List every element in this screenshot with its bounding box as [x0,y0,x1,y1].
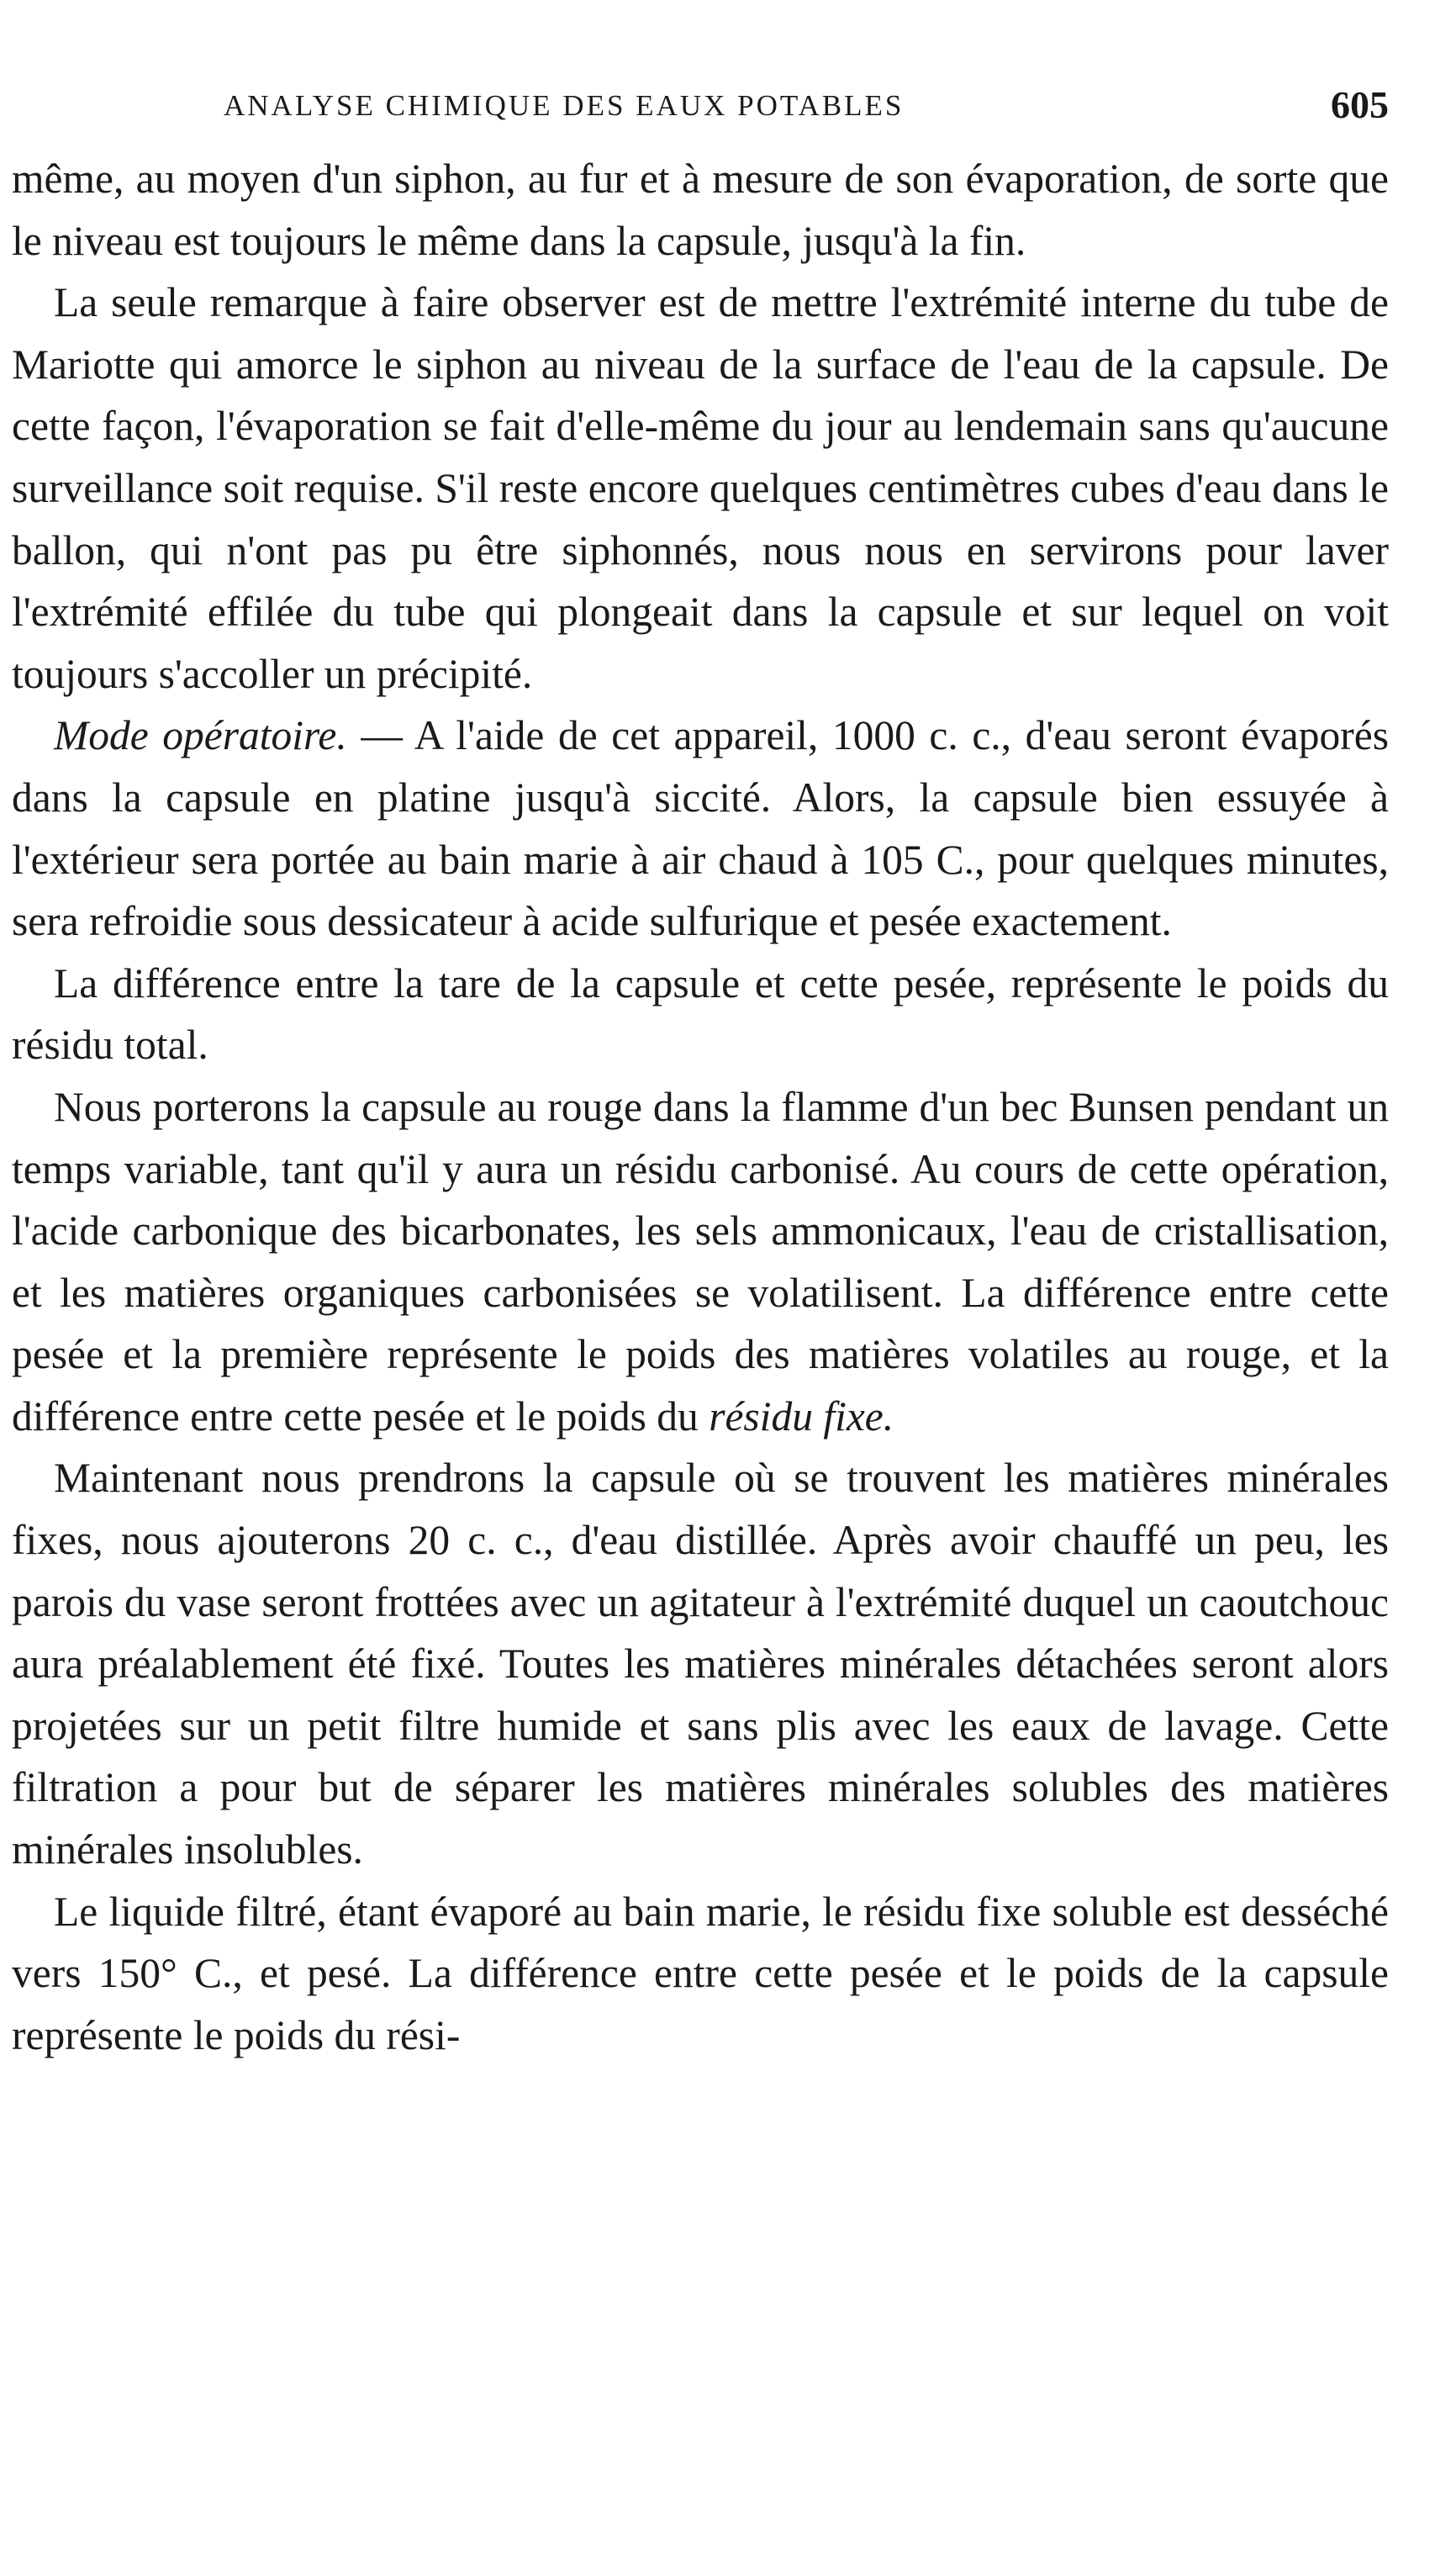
paragraph [12,272,1389,705]
running-title: ANALYSE CHIMIQUE DES EAUX POTABLES [224,89,905,122]
paragraph-text: — A l'aide de cet appareil, 1000 c. c., d'eau seront évaporés dans la capsule en platine jusqu'à siccité. Alors, la capsule bien essuyée à l'extérieur sera portée au bain marie à air chaud à 105 C., pour quelques minutes, sera refroidie sous dessicateur à acide sulfurique et pesée exactement. [12,712,1389,945]
section-lead-italic: Mode opératoire. [54,712,347,759]
paragraph [12,1447,1389,1880]
paragraph-text: même, au moyen d'un siphon, au fur et à mesure de son évaporation, de sorte que le niveau est toujours le même dans la capsule, jusqu'à la fin. [12,156,1389,264]
paragraph [12,953,1389,1076]
paragraph-text: Le liquide filtré, étant évaporé au bain marie, le résidu fixe soluble est desséché vers 150° C., et pesé. La différence entre cette pesée et le poids de la capsule représente le poids du rési- [12,1888,1389,2058]
italic-term: résidu fixe. [709,1392,894,1440]
paragraph [12,1881,1389,2067]
paragraph-text: La différence entre la tare de la capsule et cette pesée, représente le poids du résidu total. [12,959,1389,1069]
paragraph [12,1076,1389,1448]
running-header [12,77,1389,136]
paragraph-continuation [12,148,1389,272]
body-text [12,148,1389,2066]
paragraph-text: La seule remarque à faire observer est de mettre l'extrémité interne du tube de Mariotte qui amorce le siphon au niveau de la surface de l'eau de la capsule. De cette façon, l'évaporation se fait d'elle-même du jour au lendemain sans qu'aucune surveillance soit requise. S'il reste encore quelques centimètres cubes d'eau dans le ballon, qui n'ont pas pu être siphonnés, nous nous en servirons pour laver l'extrémité effilée du tube qui plongeait dans la capsule et sur lequel on voit toujours s'accoller un précipité. [12,279,1389,697]
paragraph-text: Nous porterons la capsule au rouge dans la flamme d'un bec Bunsen pendant un temps variable, tant qu'il y aura un résidu carbonisé. Au cours de cette opération, l'acide carbonique des bicarbonates, les sels ammonicaux, l'eau de cristallisation, et les matières organiques carbonisées se volatilisent. La différence entre cette pesée et la première représente le poids des matières volatiles au rouge, et la différence entre cette pesée et le poids du [12,1083,1389,1440]
page-number: 605 [1331,83,1389,126]
paragraph-mode-operatoire [12,705,1389,952]
paragraph-text: Maintenant nous prendrons la capsule où se trouvent les matières minérales fixes, nous ajouterons 20 c. c., d'eau distillée. Après avoir chauffé un peu, les parois du vase seront frottées avec un agitateur à l'extrémité duquel un caoutchouc aura préalablement été fixé. Toutes les matières minérales détachées seront alors projetées sur un petit filtre humide et sans plis avec les eaux de lavage. Cette filtration a pour but de séparer les matières minérales solubles des matières minérales insolubles. [12,1455,1389,1873]
